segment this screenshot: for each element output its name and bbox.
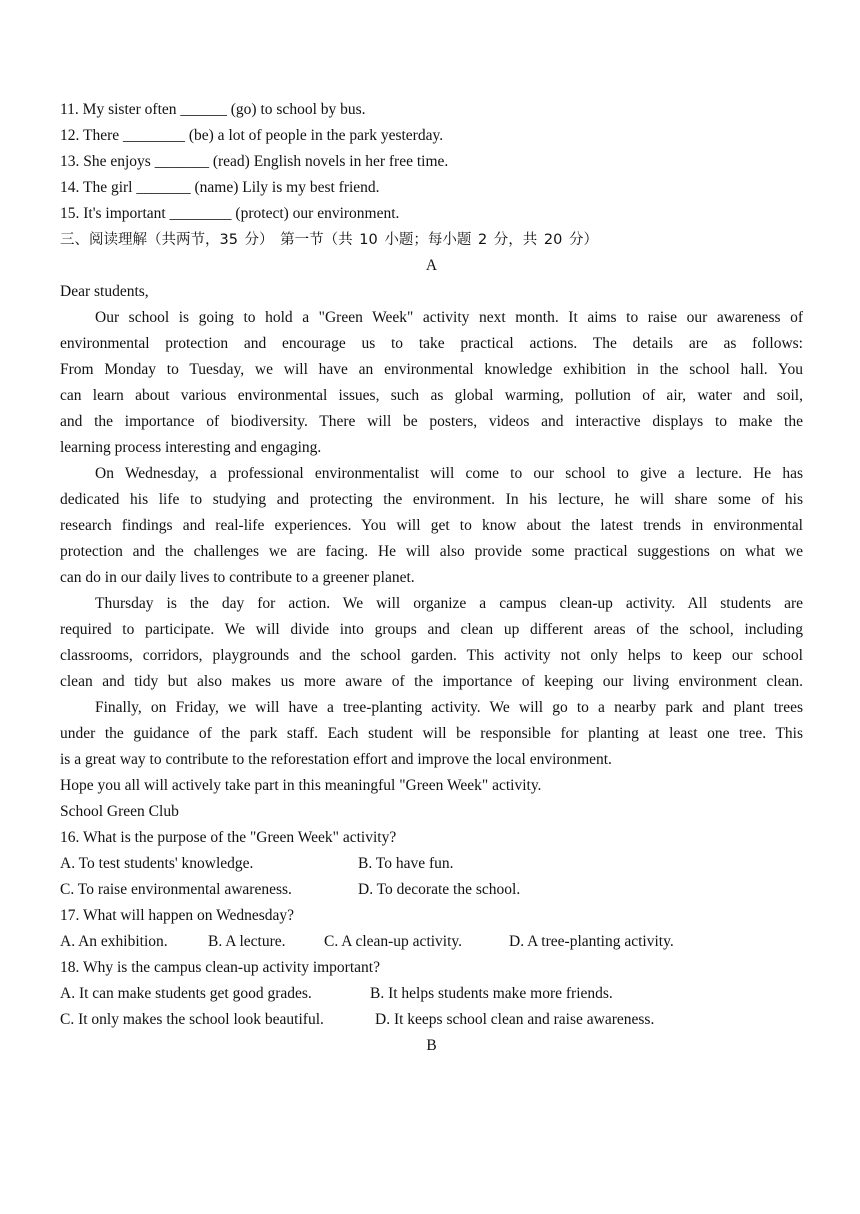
reading-section-heading: 三、阅读理解（共两节，35 分） 第一节（共 10 小题；每小题 2 分，共 20 分）	[60, 232, 598, 248]
passage-line: classrooms, corridors, playgrounds and the school garden. This activity not only helps to keep our school	[60, 647, 803, 664]
option-16a: A. To test students' knowledge.	[60, 855, 254, 872]
letter-signature: School Green Club	[60, 803, 179, 820]
question-18-stem: 18. Why is the campus clean-up activity important?	[60, 959, 380, 976]
question-17-stem: 17. What will happen on Wednesday?	[60, 907, 295, 924]
option-17d: D. A tree-planting activity.	[509, 933, 674, 950]
passage-line: environmental protection and encourage us to take practical actions. The details are as follows:	[60, 335, 803, 352]
fill-in-item-14: 14. The girl _______ (name) Lily is my best friend.	[60, 179, 380, 196]
letter-greeting: Dear students,	[60, 283, 149, 300]
question-18-options-2	[60, 1007, 803, 1033]
passage-line: is a great way to contribute to the reforestation effort and improve the local environment.	[60, 751, 612, 768]
question-17-options	[60, 929, 803, 955]
passage-a-label: A	[425, 257, 438, 274]
passage-line: From Monday to Tuesday, we will have an environmental knowledge exhibition in the school hall. You	[60, 361, 803, 378]
fill-in-item-11: 11. My sister often ______ (go) to school by bus.	[60, 101, 366, 118]
passage-line: clean and tidy but also makes us more aware of the importance of keeping our living environment clean.	[60, 673, 803, 690]
passage-line: required to participate. We will divide into groups and clean up different areas of the school, including	[60, 621, 803, 638]
fill-in-item-12: 12. There ________ (be) a lot of people in the park yesterday.	[60, 127, 444, 144]
option-18b: B. It helps students make more friends.	[370, 985, 613, 1002]
passage-line: dedicated his life to studying and protecting the environment. In his lecture, he will share some of his	[60, 491, 803, 508]
question-16-options	[60, 851, 803, 877]
option-17b: B. A lecture.	[208, 933, 286, 950]
question-16-options-2	[60, 877, 803, 903]
option-18d: D. It keeps school clean and raise awareness.	[375, 1011, 655, 1028]
passage-line: On Wednesday, a professional environmentalist will come to our school to give a lecture. He has	[95, 465, 803, 482]
passage-line: Finally, on Friday, we will have a tree-planting activity. We will go to a nearby park and plant trees	[95, 699, 803, 716]
passage-line: can do in our daily lives to contribute to a greener planet.	[60, 569, 415, 586]
passage-line: learning process interesting and engaging.	[60, 439, 322, 456]
question-18-options	[60, 981, 803, 1007]
question-16-stem: 16. What is the purpose of the "Green Week" activity?	[60, 829, 397, 846]
passage-line: research findings and real-life experiences. You will get to know about the latest trends in environmental	[60, 517, 803, 534]
passage-line: Thursday is the day for action. We will organize a campus clean-up activity. All students are	[95, 595, 803, 612]
passage-line: Hope you all will actively take part in this meaningful "Green Week" activity.	[60, 777, 542, 794]
option-18a: A. It can make students get good grades.	[60, 985, 312, 1002]
passage-b-label: B	[426, 1037, 437, 1054]
passage-line: and the importance of biodiversity. There will be posters, videos and interactive displays to make the	[60, 413, 803, 430]
option-17a: A. An exhibition.	[60, 933, 168, 950]
exam-page	[60, 97, 803, 1059]
option-17c: C. A clean-up activity.	[324, 933, 463, 950]
passage-line: Our school is going to hold a "Green Week" activity next month. It aims to raise our awareness of	[95, 309, 803, 326]
fill-in-item-15: 15. It's important ________ (protect) our environment.	[60, 205, 400, 222]
option-16d: D. To decorate the school.	[358, 881, 521, 898]
option-18c: C. It only makes the school look beautiful.	[60, 1011, 324, 1028]
fill-in-item-13: 13. She enjoys _______ (read) English novels in her free time.	[60, 153, 449, 170]
option-16b: B. To have fun.	[358, 855, 454, 872]
passage-line: protection and the challenges we are facing. He will also provide some practical suggestions on what we	[60, 543, 803, 560]
passage-line: under the guidance of the park staff. Each student will be responsible for planting at least one tree. This	[60, 725, 803, 742]
option-16c: C. To raise environmental awareness.	[60, 881, 292, 898]
passage-line: can learn about various environmental issues, such as global warming, pollution of air, water and soil,	[60, 387, 803, 404]
